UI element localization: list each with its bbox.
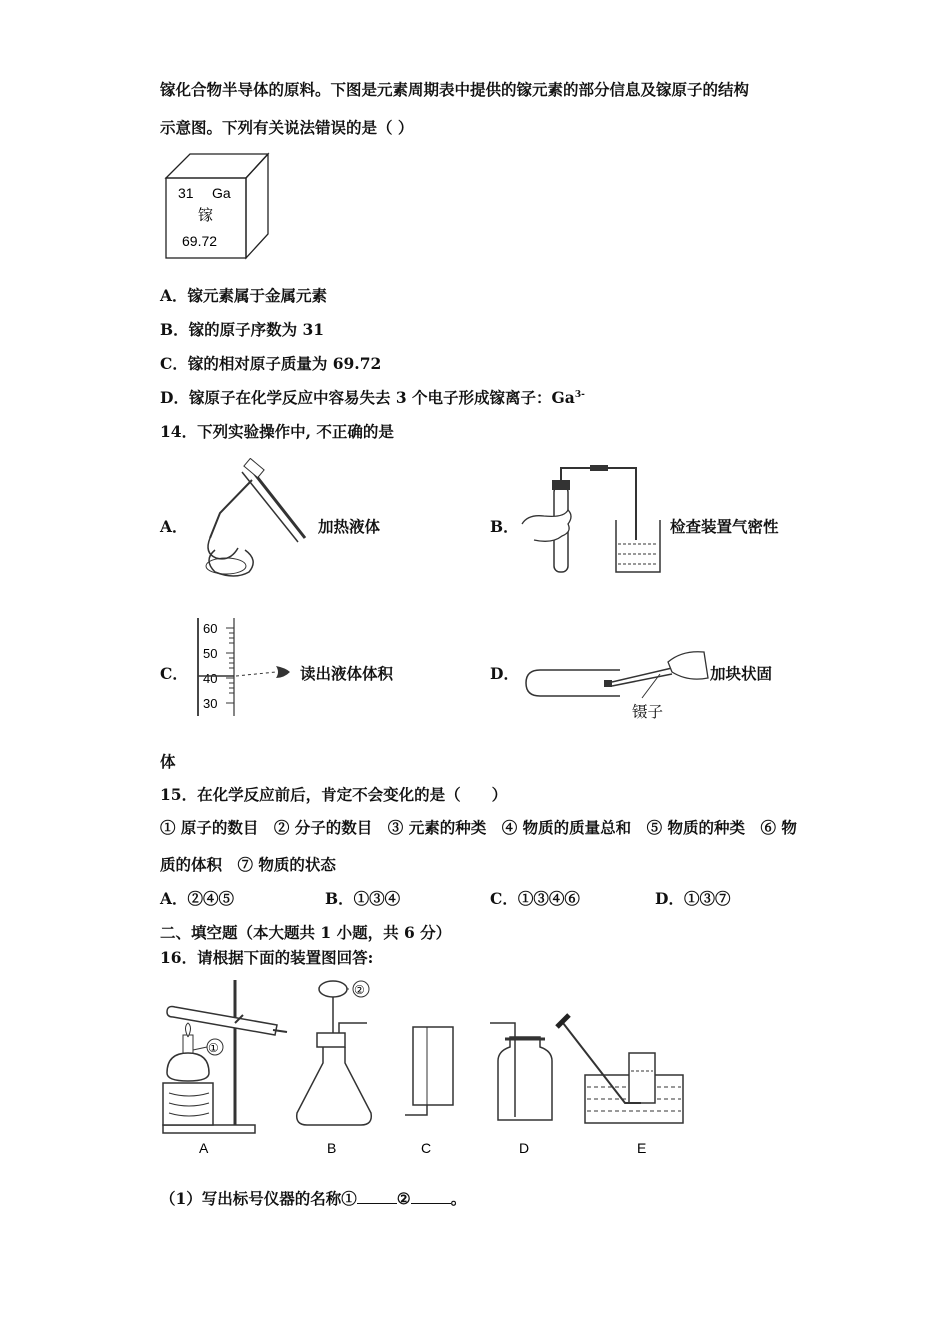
element-mass: 69.72 xyxy=(182,233,218,249)
q14-option-c-caption: 读出液体体积 xyxy=(300,664,394,683)
cylinder-tick-50: 50 xyxy=(203,646,218,661)
q14-option-b-letter: B． xyxy=(490,517,519,536)
q13-stem-line2: 示意图。下列有关说法错误的是（ ） xyxy=(160,118,414,137)
marker-2: ② xyxy=(354,983,365,997)
q15-option-c: C．①③④⑥ xyxy=(490,889,580,908)
answer-blank-2[interactable] xyxy=(411,1189,451,1204)
q14-option-b-caption: 检查装置气密性 xyxy=(670,517,779,536)
ion-charge: 3- xyxy=(574,389,585,400)
element-symbol: Ga xyxy=(212,185,231,201)
q13-option-d-text: D．镓原子在化学反应中容易失去 3 个电子形成镓离子：Ga xyxy=(160,388,575,407)
q14-stem: 14．下列实验操作中, 不正确的是 xyxy=(160,422,394,441)
q14-option-a-letter: A． xyxy=(160,517,188,536)
q14-option-d-caption: 加块状固 xyxy=(710,664,773,683)
cylinder-tick-40: 40 xyxy=(203,671,218,686)
apparatus-label-e: E xyxy=(637,1140,647,1156)
cylinder-tick-60: 60 xyxy=(203,621,218,636)
apparatus-label-a: A xyxy=(199,1140,209,1156)
q15-items-line1: ① 原子的数目 ② 分子的数目 ③ 元素的种类 ④ 物质的质量总和 ⑤ 物质的种类 ⑥ 物 xyxy=(160,818,797,837)
q15-stem: 15．在化学反应前后，肯定不会变化的是（ ） xyxy=(160,785,508,804)
q16-stem: 16．请根据下面的装置图回答: xyxy=(160,948,374,967)
q16-subquestion-1 xyxy=(160,1187,466,1209)
q15-option-a: A．②④⑤ xyxy=(160,889,235,908)
apparatus-label-c: C xyxy=(421,1140,432,1156)
q13-option-d xyxy=(160,386,585,408)
q16-sub1-end: 。 xyxy=(450,1189,467,1208)
q13-option-c: C．镓的相对原子质量为 69.72 xyxy=(160,354,382,373)
q14-option-a-caption: 加热液体 xyxy=(318,517,381,536)
heating-liquid-illustration xyxy=(190,458,310,580)
adding-solid-illustration xyxy=(520,648,710,723)
element-number: 31 xyxy=(178,185,194,201)
q14-option-d-letter: D． xyxy=(490,664,519,683)
apparatus-label-b: B xyxy=(327,1140,337,1156)
q13-option-a: A．镓元素属于金属元素 xyxy=(160,286,328,305)
marker-1: ① xyxy=(208,1041,219,1055)
q16-sub1-prefix: （1）写出标号仪器的名称① xyxy=(160,1189,357,1208)
tweezers-label: 镊子 xyxy=(632,703,664,721)
element-name: 镓 xyxy=(198,207,214,224)
q14-option-c-letter: C． xyxy=(160,664,188,683)
q16-sub1-mid: ② xyxy=(396,1189,411,1208)
q15-option-d: D．①③⑦ xyxy=(655,889,731,908)
answer-blank-1[interactable] xyxy=(357,1189,397,1204)
gallium-element-card xyxy=(160,148,275,263)
cylinder-tick-30: 30 xyxy=(203,696,218,711)
q15-items-line2: 质的体积 ⑦ 物质的状态 xyxy=(160,855,336,874)
airtightness-check-illustration xyxy=(518,462,668,577)
q15-option-b: B．①③④ xyxy=(325,889,401,908)
graduated-cylinder-illustration xyxy=(192,616,300,718)
apparatus-diagram xyxy=(155,975,705,1165)
q14-option-d-wrap: 体 xyxy=(160,752,176,771)
q13-stem-line1: 镓化合物半导体的原料。下图是元素周期表中提供的镓元素的部分信息及镓原子的结构 xyxy=(160,80,750,99)
q13-option-b: B．镓的原子序数为 31 xyxy=(160,320,325,339)
apparatus-label-d: D xyxy=(519,1140,530,1156)
section-heading: 二、填空题（本大题共 1 小题，共 6 分） xyxy=(160,923,452,942)
